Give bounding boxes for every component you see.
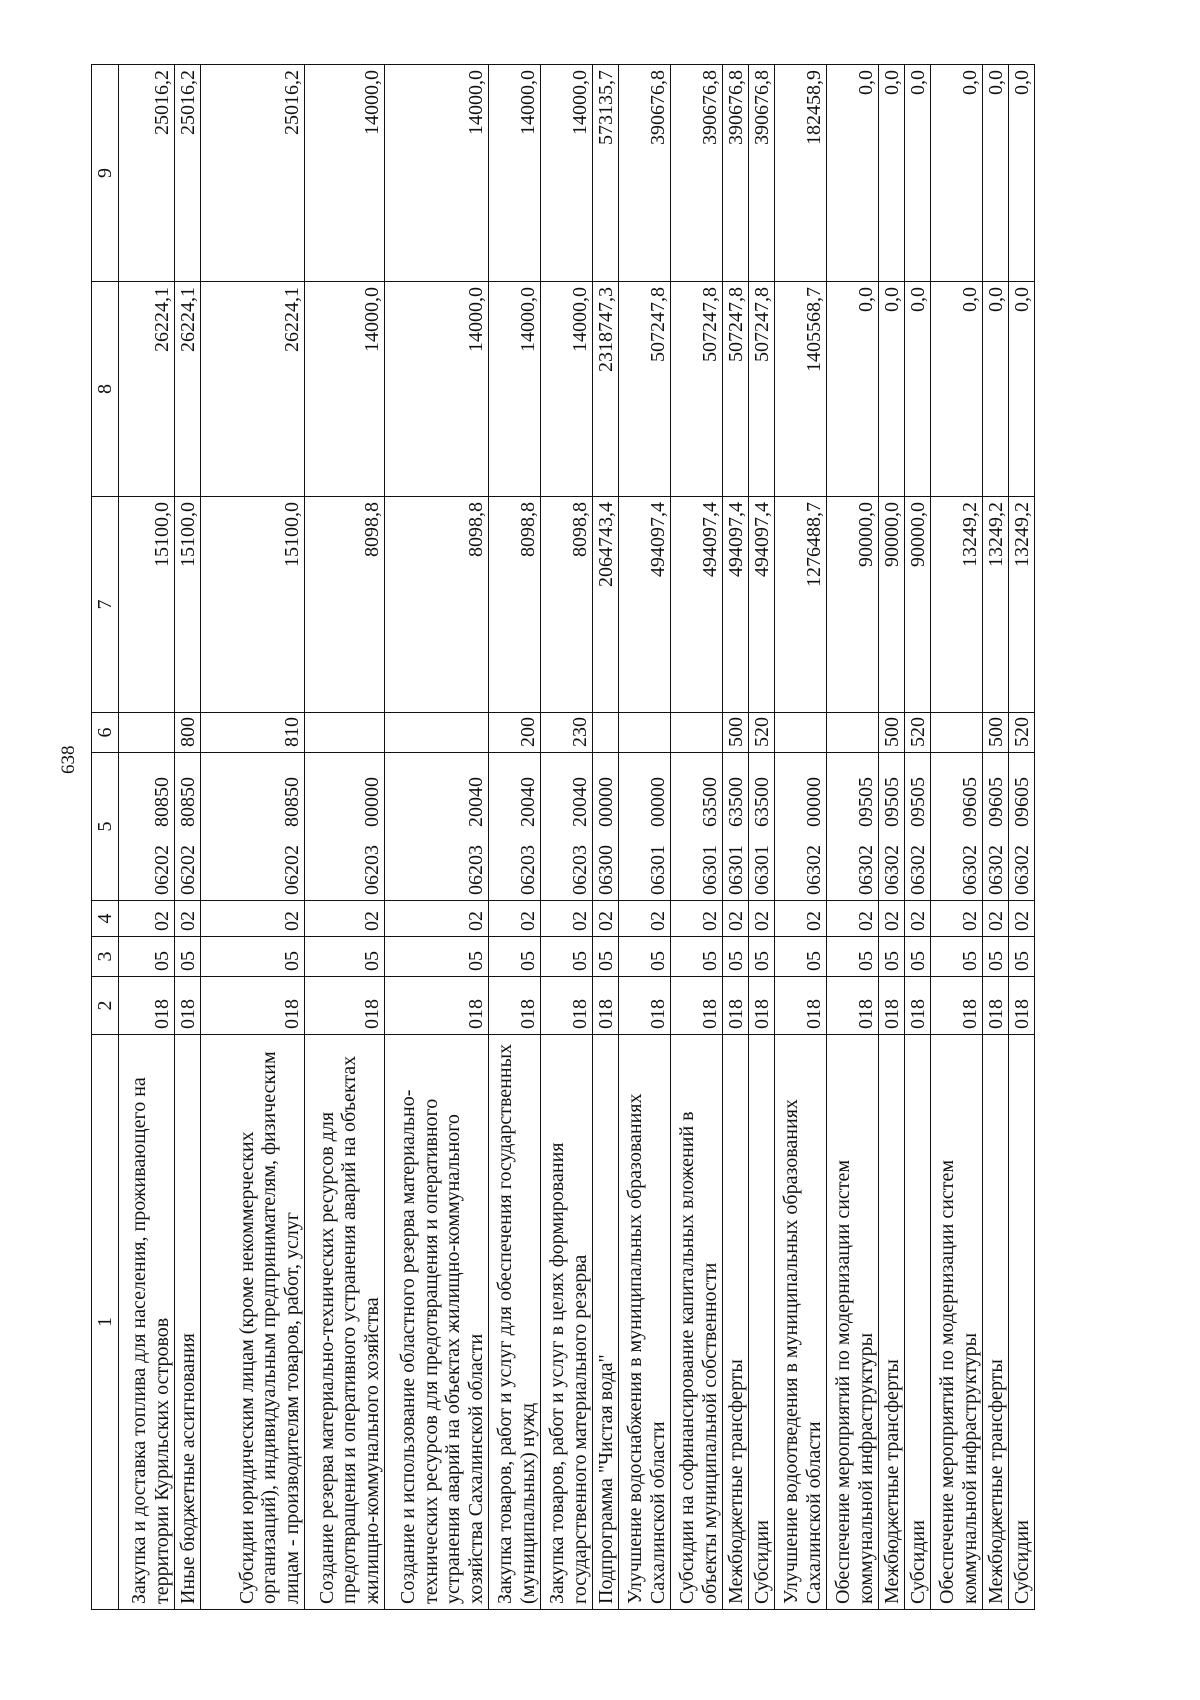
amount-col9: 182458,9	[775, 65, 827, 282]
expense-type-code	[593, 713, 619, 753]
amount-col7: 2064743,4	[593, 497, 619, 713]
table-row	[905, 65, 931, 1610]
expense-type-code: 520	[749, 713, 775, 753]
ministry-code: 018	[305, 977, 385, 1035]
amount-col9: 14000,0	[489, 65, 541, 282]
subsection-code: 02	[593, 901, 619, 937]
target-article-part: 09605	[984, 777, 1007, 827]
table-row	[385, 65, 489, 1610]
expense-type-code	[827, 713, 879, 753]
table-row	[931, 65, 983, 1610]
header-cell: 4	[92, 901, 119, 937]
header-cell: 3	[92, 937, 119, 977]
amount-col9: 25016,2	[201, 65, 305, 282]
section-code: 05	[541, 937, 593, 977]
section-code: 05	[593, 937, 619, 977]
table-row	[593, 65, 619, 1610]
expense-type-code	[385, 713, 489, 753]
target-article-part: 80850	[150, 777, 173, 827]
target-article-part: 06203	[360, 845, 383, 895]
subsection-code: 02	[983, 901, 1009, 937]
row-name: Субсидии юридическим лицам (кроме некоммерческих организаций), индивидуальным предпринимателям, физическим лицам - производителям товаров, работ, услуг	[201, 1035, 305, 1610]
amount-col8: 14000,0	[385, 282, 489, 497]
subsection-code: 02	[541, 901, 593, 937]
amount-col7: 15100,0	[119, 497, 175, 713]
amount-col8: 14000,0	[305, 282, 385, 497]
target-article-part: 20040	[516, 777, 539, 827]
target-article-part: 06302	[958, 845, 981, 895]
row-name: Субсидии	[749, 1035, 775, 1610]
table-row	[879, 65, 905, 1610]
subsection-code: 02	[671, 901, 723, 937]
expense-type-code: 520	[1009, 713, 1035, 753]
table-row	[489, 65, 541, 1610]
section-code: 05	[619, 937, 671, 977]
header-cell: 7	[92, 497, 119, 713]
target-article-code	[593, 753, 619, 901]
target-article-part: 00000	[802, 777, 825, 827]
amount-col9: 14000,0	[541, 65, 593, 282]
section-code: 05	[119, 937, 175, 977]
ministry-code: 018	[201, 977, 305, 1035]
target-article-part: 09605	[958, 777, 981, 827]
ministry-code: 018	[775, 977, 827, 1035]
target-article-code	[749, 753, 775, 901]
target-article-part: 06203	[464, 845, 487, 895]
subsection-code: 02	[775, 901, 827, 937]
row-name: Субсидии	[905, 1035, 931, 1610]
header-cell: 9	[92, 65, 119, 282]
amount-col9: 0,0	[827, 65, 879, 282]
section-code: 05	[175, 937, 201, 977]
target-article-code	[1009, 753, 1035, 901]
target-article-part: 06202	[150, 845, 173, 895]
subsection-code: 02	[305, 901, 385, 937]
amount-col8: 0,0	[827, 282, 879, 497]
section-code: 05	[723, 937, 749, 977]
target-article-part: 09505	[854, 777, 877, 827]
amount-col9: 25016,2	[175, 65, 201, 282]
target-article-part: 06301	[646, 845, 669, 895]
target-article-part: 06203	[516, 845, 539, 895]
subsection-code: 02	[1009, 901, 1035, 937]
subsection-code: 02	[931, 901, 983, 937]
amount-col8: 26224,1	[119, 282, 175, 497]
expense-type-code: 230	[541, 713, 593, 753]
expense-type-code	[305, 713, 385, 753]
target-article-code	[385, 753, 489, 901]
page-number: 638	[58, 745, 79, 774]
amount-col8: 0,0	[931, 282, 983, 497]
target-article-part: 63500	[698, 777, 721, 827]
target-article-code	[775, 753, 827, 901]
row-name: Обеспечение мероприятий по модернизации систем коммунальной инфраструктуры	[827, 1035, 879, 1610]
row-name: Закупка товаров, работ и услуг в целях формирования государственного материального резерва	[541, 1035, 593, 1610]
expense-type-code: 520	[905, 713, 931, 753]
table-row	[305, 65, 385, 1610]
section-code: 05	[879, 937, 905, 977]
ministry-code: 018	[671, 977, 723, 1035]
table-row	[827, 65, 879, 1610]
amount-col7: 8098,8	[541, 497, 593, 713]
budget-table	[91, 64, 1035, 1610]
amount-col7: 1276488,7	[775, 497, 827, 713]
expense-type-code: 500	[983, 713, 1009, 753]
target-article-part: 80850	[280, 777, 303, 827]
amount-col7: 494097,4	[723, 497, 749, 713]
amount-col9: 390676,8	[671, 65, 723, 282]
table-row	[1009, 65, 1035, 1610]
header-cell: 2	[92, 977, 119, 1035]
amount-col9: 390676,8	[723, 65, 749, 282]
ministry-code: 018	[931, 977, 983, 1035]
amount-col8: 14000,0	[489, 282, 541, 497]
target-article-code	[905, 753, 931, 901]
amount-col8: 507247,8	[723, 282, 749, 497]
amount-col9: 390676,8	[749, 65, 775, 282]
ministry-code: 018	[879, 977, 905, 1035]
target-article-part: 63500	[750, 777, 773, 827]
amount-col8: 507247,8	[749, 282, 775, 497]
row-name: Улучшение водоснабжения в муниципальных образованиях Сахалинской области	[619, 1035, 671, 1610]
expense-type-code: 800	[175, 713, 201, 753]
target-article-part: 06301	[724, 845, 747, 895]
target-article-code	[827, 753, 879, 901]
target-article-code	[983, 753, 1009, 901]
row-name: Иные бюджетные ассигнования	[175, 1035, 201, 1610]
expense-type-code: 810	[201, 713, 305, 753]
expense-type-code	[119, 713, 175, 753]
target-article-part: 06202	[280, 845, 303, 895]
target-article-part: 06301	[698, 845, 721, 895]
row-name: Субсидии на софинансирование капитальных вложений в объекты муниципальной собственности	[671, 1035, 723, 1610]
section-code: 05	[1009, 937, 1035, 977]
target-article-code	[201, 753, 305, 901]
section-code: 05	[905, 937, 931, 977]
amount-col9: 0,0	[879, 65, 905, 282]
amount-col7: 90000,0	[879, 497, 905, 713]
table-row	[201, 65, 305, 1610]
section-code: 05	[931, 937, 983, 977]
section-code: 05	[775, 937, 827, 977]
target-article-code	[931, 753, 983, 901]
target-article-code	[723, 753, 749, 901]
subsection-code: 02	[723, 901, 749, 937]
row-name: Межбюджетные трансферты	[983, 1035, 1009, 1610]
subsection-code: 02	[749, 901, 775, 937]
target-article-code	[489, 753, 541, 901]
target-article-part: 06302	[984, 845, 1007, 895]
section-code: 05	[201, 937, 305, 977]
subsection-code: 02	[385, 901, 489, 937]
row-name: Улучшение водоотведения в муниципальных образованиях Сахалинской области	[775, 1035, 827, 1610]
amount-col9: 14000,0	[385, 65, 489, 282]
rotated-page	[91, 65, 1159, 1610]
amount-col8: 14000,0	[541, 282, 593, 497]
target-article-part: 00000	[646, 777, 669, 827]
amount-col7: 494097,4	[749, 497, 775, 713]
amount-col7: 8098,8	[305, 497, 385, 713]
target-article-part: 09605	[1010, 777, 1033, 827]
table-row	[541, 65, 593, 1610]
table-row	[983, 65, 1009, 1610]
ministry-code: 018	[827, 977, 879, 1035]
row-name: Закупка и доставка топлива для населения, проживающего на территории Курильских островов	[119, 1035, 175, 1610]
amount-col7: 8098,8	[489, 497, 541, 713]
header-cell: 6	[92, 713, 119, 753]
ministry-code: 018	[983, 977, 1009, 1035]
amount-col7: 13249,2	[983, 497, 1009, 713]
amount-col8: 1405568,7	[775, 282, 827, 497]
amount-col9: 14000,0	[305, 65, 385, 282]
amount-col7: 90000,0	[827, 497, 879, 713]
row-name: Межбюджетные трансферты	[723, 1035, 749, 1610]
target-article-part: 06302	[880, 845, 903, 895]
expense-type-code: 500	[879, 713, 905, 753]
ministry-code: 018	[619, 977, 671, 1035]
target-article-code	[879, 753, 905, 901]
header-row	[92, 65, 119, 1610]
amount-col7: 494097,4	[619, 497, 671, 713]
amount-col7: 494097,4	[671, 497, 723, 713]
expense-type-code	[619, 713, 671, 753]
target-article-part: 09505	[906, 777, 929, 827]
ministry-code: 018	[119, 977, 175, 1035]
amount-col9: 0,0	[905, 65, 931, 282]
table-row	[119, 65, 175, 1610]
row-name: Закупка товаров, работ и услуг для обеспечения государственных (муниципальных) нужд	[489, 1035, 541, 1610]
table-row	[671, 65, 723, 1610]
target-article-code	[119, 753, 175, 901]
amount-col9: 0,0	[983, 65, 1009, 282]
row-name: Создание и использование областного резерва материально-технических ресурсов для предотвращения и оперативного устранения аварий на объектах жилищно-коммунального хозяйства Сахалинской области	[385, 1035, 489, 1610]
amount-col9: 390676,8	[619, 65, 671, 282]
subsection-code: 02	[119, 901, 175, 937]
amount-col7: 13249,2	[931, 497, 983, 713]
expense-type-code	[931, 713, 983, 753]
section-code: 05	[305, 937, 385, 977]
target-article-part: 06302	[854, 845, 877, 895]
table-row	[775, 65, 827, 1610]
row-name: Создание резерва материально-технических ресурсов для предотвращения и оперативного устранения аварий на объектах жилищно-коммунального хозяйства	[305, 1035, 385, 1610]
ministry-code: 018	[723, 977, 749, 1035]
expense-type-code	[775, 713, 827, 753]
header-cell: 1	[92, 1035, 119, 1610]
section-code: 05	[827, 937, 879, 977]
subsection-code: 02	[827, 901, 879, 937]
ministry-code: 018	[541, 977, 593, 1035]
target-article-part: 06301	[750, 845, 773, 895]
amount-col7: 90000,0	[905, 497, 931, 713]
header-cell: 5	[92, 753, 119, 901]
target-article-code	[305, 753, 385, 901]
row-name: Межбюджетные трансферты	[879, 1035, 905, 1610]
row-name: Обеспечение мероприятий по модернизации систем коммунальной инфраструктуры	[931, 1035, 983, 1610]
target-article-part: 20040	[464, 777, 487, 827]
section-code: 05	[385, 937, 489, 977]
table-row	[723, 65, 749, 1610]
amount-col8: 507247,8	[671, 282, 723, 497]
amount-col8: 0,0	[1009, 282, 1035, 497]
amount-col8: 2318747,3	[593, 282, 619, 497]
amount-col7: 13249,2	[1009, 497, 1035, 713]
subsection-code: 02	[201, 901, 305, 937]
target-article-part: 06203	[568, 845, 591, 895]
amount-col9: 0,0	[931, 65, 983, 282]
amount-col8: 0,0	[879, 282, 905, 497]
target-article-part: 80850	[176, 777, 199, 827]
table-row	[749, 65, 775, 1610]
subsection-code: 02	[489, 901, 541, 937]
amount-col9: 573135,7	[593, 65, 619, 282]
header-cell: 8	[92, 282, 119, 497]
amount-col7: 15100,0	[201, 497, 305, 713]
expense-type-code	[671, 713, 723, 753]
target-article-part: 06302	[906, 845, 929, 895]
amount-col8: 0,0	[905, 282, 931, 497]
amount-col8: 0,0	[983, 282, 1009, 497]
target-article-code	[175, 753, 201, 901]
target-article-code	[671, 753, 723, 901]
ministry-code: 018	[905, 977, 931, 1035]
ministry-code: 018	[1009, 977, 1035, 1035]
target-article-part: 20040	[568, 777, 591, 827]
amount-col8: 507247,8	[619, 282, 671, 497]
amount-col8: 26224,1	[201, 282, 305, 497]
amount-col7: 8098,8	[385, 497, 489, 713]
table-row	[619, 65, 671, 1610]
target-article-part: 06302	[802, 845, 825, 895]
expense-type-code: 200	[489, 713, 541, 753]
target-article-code	[541, 753, 593, 901]
target-article-part: 00000	[594, 777, 617, 827]
subsection-code: 02	[879, 901, 905, 937]
ministry-code: 018	[489, 977, 541, 1035]
target-article-part: 06202	[176, 845, 199, 895]
row-name: Подпрограмма "Чистая вода"	[593, 1035, 619, 1610]
row-name: Субсидии	[1009, 1035, 1035, 1610]
ministry-code: 018	[385, 977, 489, 1035]
section-code: 05	[749, 937, 775, 977]
section-code: 05	[671, 937, 723, 977]
table-row	[175, 65, 201, 1610]
amount-col9: 25016,2	[119, 65, 175, 282]
target-article-part: 06300	[594, 845, 617, 895]
amount-col9: 0,0	[1009, 65, 1035, 282]
section-code: 05	[983, 937, 1009, 977]
ministry-code: 018	[749, 977, 775, 1035]
amount-col8: 26224,1	[175, 282, 201, 497]
section-code: 05	[489, 937, 541, 977]
ministry-code: 018	[593, 977, 619, 1035]
ministry-code: 018	[175, 977, 201, 1035]
subsection-code: 02	[619, 901, 671, 937]
target-article-code	[619, 753, 671, 901]
amount-col7: 15100,0	[175, 497, 201, 713]
target-article-part: 63500	[724, 777, 747, 827]
expense-type-code: 500	[723, 713, 749, 753]
target-article-part: 09505	[880, 777, 903, 827]
target-article-part: 06302	[1010, 845, 1033, 895]
target-article-part: 00000	[360, 777, 383, 827]
subsection-code: 02	[905, 901, 931, 937]
subsection-code: 02	[175, 901, 201, 937]
